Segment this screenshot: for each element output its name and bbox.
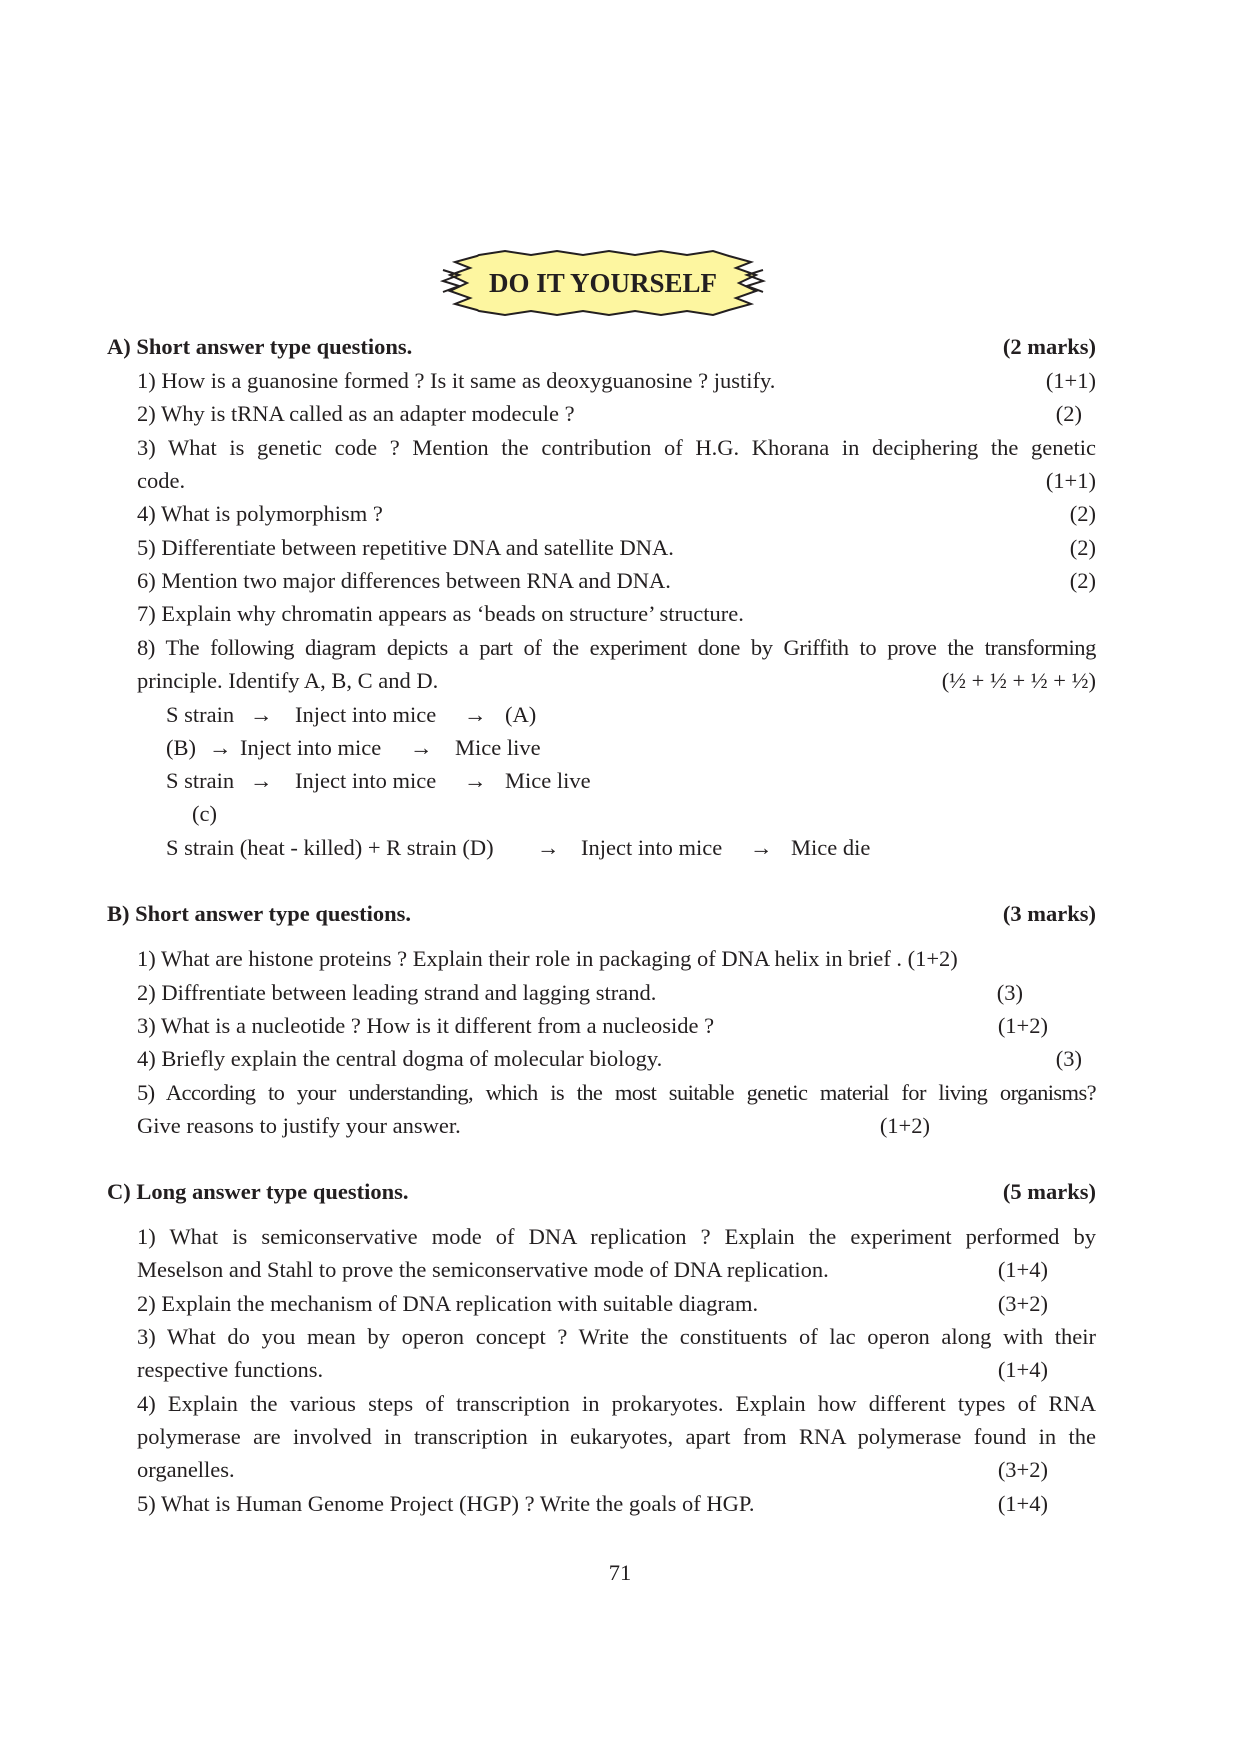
question-a5-marks: (2) bbox=[1069, 535, 1096, 560]
question-b5-marks: (1+2) bbox=[879, 1113, 930, 1138]
arrow-right-icon: → bbox=[250, 768, 273, 793]
question-a2-marks: (2) bbox=[1055, 401, 1082, 426]
flow-row1-step1: S strain bbox=[166, 702, 235, 727]
flow-row1-step3: (A) bbox=[505, 702, 537, 727]
question-b2-marks: (3) bbox=[996, 980, 1023, 1005]
flow-row1-step2: Inject into mice bbox=[295, 702, 437, 727]
question-a6-marks: (2) bbox=[1069, 568, 1096, 593]
question-c5: 5) What is Human Genome Project (HGP) ? Write the goals of HGP. bbox=[137, 1491, 755, 1516]
flow-row4-step2: Inject into mice bbox=[581, 835, 723, 860]
question-b2: 2) Diffrentiate between leading strand and lagging strand. bbox=[137, 980, 657, 1005]
question-a2: 2) Why is tRNA called as an adapter modecule ? bbox=[137, 401, 575, 426]
question-c3-line1: 3) What do you mean by operon concept ? Write the constituents of lac operon along with their bbox=[137, 1324, 1096, 1349]
question-a3-line2: code. bbox=[137, 468, 186, 493]
question-b5-line1: 5) According to your understanding, which is the most suitable genetic material for living organisms? bbox=[137, 1080, 1096, 1105]
question-b4: 4) Briefly explain the central dogma of molecular biology. bbox=[137, 1046, 663, 1071]
question-a8-line2: principle. Identify A, B, C and D. bbox=[137, 668, 439, 693]
flow-row2-step1: (B) bbox=[166, 735, 196, 760]
flow-row3-step2: Inject into mice bbox=[295, 768, 437, 793]
question-c4-line2: polymerase are involved in transcription in eukaryotes, apart from RNA polymerase found in the bbox=[137, 1424, 1096, 1449]
arrow-right-icon: → bbox=[750, 835, 773, 860]
section-a-heading: A) Short answer type questions. bbox=[107, 334, 413, 359]
question-c2: 2) Explain the mechanism of DNA replication with suitable diagram. bbox=[137, 1291, 759, 1316]
flow-row2-step3: Mice live bbox=[455, 735, 541, 760]
question-b5-line2: Give reasons to justify your answer. bbox=[137, 1113, 461, 1138]
question-b1: 1) What are histone proteins ? Explain their role in packaging of DNA helix in brief . (1+2) bbox=[137, 946, 958, 971]
page-number: 71 bbox=[608, 1560, 632, 1585]
arrow-right-icon: → bbox=[250, 702, 273, 727]
arrow-right-icon: → bbox=[410, 735, 433, 760]
question-b3-marks: (1+2) bbox=[997, 1013, 1048, 1038]
question-b4-marks: (3) bbox=[1055, 1046, 1082, 1071]
flow-row3-step1: S strain bbox=[166, 768, 235, 793]
question-a8-marks: (½ + ½ + ½ + ½) bbox=[941, 668, 1096, 693]
question-a1-marks: (1+1) bbox=[1045, 368, 1096, 393]
arrow-right-icon: → bbox=[464, 768, 487, 793]
flow-row3-label-c: (c) bbox=[192, 801, 217, 826]
question-c2-marks: (3+2) bbox=[997, 1291, 1048, 1316]
question-a6: 6) Mention two major differences between RNA and DNA. bbox=[137, 568, 671, 593]
flow-row2-step2: Inject into mice bbox=[240, 735, 382, 760]
question-c4-marks: (3+2) bbox=[997, 1457, 1048, 1482]
flow-row4-step1: S strain (heat - killed) + R strain (D) bbox=[166, 835, 494, 860]
question-b3: 3) What is a nucleotide ? How is it different from a nucleoside ? bbox=[137, 1013, 715, 1038]
banner-title: DO IT YOURSELF bbox=[488, 268, 718, 298]
question-a3-line1: 3) What is genetic code ? Mention the contribution of H.G. Khorana in deciphering the genetic bbox=[137, 435, 1096, 460]
question-a1: 1) How is a guanosine formed ? Is it same as deoxyguanosine ? justify. bbox=[137, 368, 776, 393]
question-a4-marks: (2) bbox=[1069, 501, 1096, 526]
question-c4-line1: 4) Explain the various steps of transcription in prokaryotes. Explain how different types of RNA bbox=[137, 1391, 1096, 1416]
section-a-marks: (2 marks) bbox=[1002, 334, 1096, 359]
question-c1-line2: Meselson and Stahl to prove the semiconservative mode of DNA replication. bbox=[137, 1257, 829, 1282]
question-c5-marks: (1+4) bbox=[997, 1491, 1048, 1516]
flow-row4-step3: Mice die bbox=[791, 835, 871, 860]
flow-row3-step3: Mice live bbox=[505, 768, 591, 793]
section-banner bbox=[433, 248, 773, 318]
arrow-right-icon: → bbox=[464, 702, 487, 727]
question-a8-line1: 8) The following diagram depicts a part of the experiment done by Griffith to prove the transforming bbox=[137, 635, 1096, 660]
section-b-heading: B) Short answer type questions. bbox=[107, 901, 411, 926]
arrow-right-icon: → bbox=[209, 735, 232, 760]
question-a3-marks: (1+1) bbox=[1045, 468, 1096, 493]
arrow-right-icon: → bbox=[537, 835, 560, 860]
section-c-heading: C) Long answer type questions. bbox=[107, 1179, 409, 1204]
section-c-marks: (5 marks) bbox=[1002, 1179, 1096, 1204]
question-c3-line2: respective functions. bbox=[137, 1357, 324, 1382]
question-a4: 4) What is polymorphism ? bbox=[137, 501, 383, 526]
question-a5: 5) Differentiate between repetitive DNA and satellite DNA. bbox=[137, 535, 674, 560]
question-c3-marks: (1+4) bbox=[997, 1357, 1048, 1382]
question-c4-line3: organelles. bbox=[137, 1457, 235, 1482]
question-c1-marks: (1+4) bbox=[997, 1257, 1048, 1282]
section-b-marks: (3 marks) bbox=[1002, 901, 1096, 926]
question-c1-line1: 1) What is semiconservative mode of DNA replication ? Explain the experiment performed by bbox=[137, 1224, 1096, 1249]
question-a7: 7) Explain why chromatin appears as ‘beads on structure’ structure. bbox=[137, 601, 744, 626]
